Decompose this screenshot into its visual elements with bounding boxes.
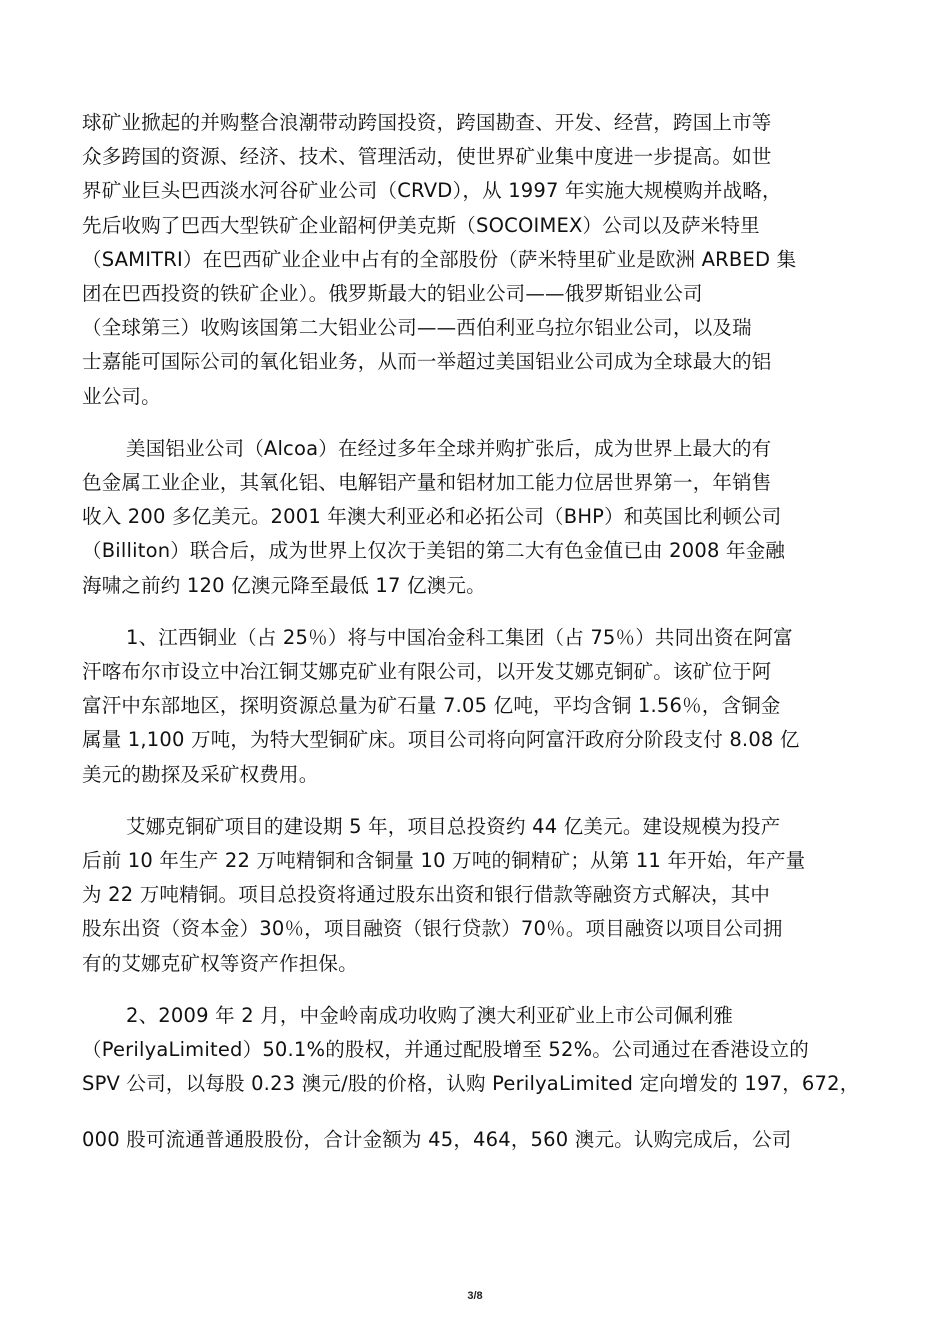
text-line: 业公司。 [82,384,161,408]
paragraph-alcoa [82,432,872,603]
text-line: 为 22 万吨精铜。项目总投资将通过股东出资和银行借款等融资方式解决，其中 [82,883,771,907]
text-line: 股东出资（资本金）30％，项目融资（银行贷款）70％。项目融资以项目公司拥 [82,917,783,941]
text-line: 众多跨国的资源、经济、技术、管理活动，使世界矿业集中度进一步提高。如世 [82,145,772,169]
text-line: 艾娜克铜矿项目的建设期 5 年，项目总投资约 44 亿美元。建设规模为投产 [126,814,781,838]
text-line: 汗喀布尔市设立中冶江铜艾娜克矿业有限公司，以开发艾娜克铜矿。该矿位于阿 [82,660,772,684]
text-line: 海啸之前约 120 亿澳元降至最低 17 亿澳元。 [82,573,486,597]
text-line: （SAMITRI）在巴西矿业企业中占有的全部股份（萨米特里矿业是欧洲 ARBED 集 [82,247,797,271]
document-body [82,106,872,1158]
text-line: （Billiton）联合后，成为世界上仅次于美铝的第二大有色金值已由 2008 年金融 [82,539,786,563]
page-number: 3/8 [467,1290,483,1302]
text-line: 美国铝业公司（Alcoa）在经过多年全球并购扩张后，成为世界上最大的有 [126,436,772,460]
text-line: 1、江西铜业（占 25％）将与中国冶金科工集团（占 75％）共同出资在阿富 [126,625,793,649]
text-line: 先后收购了巴西大型铁矿企业韶柯伊美克斯（SOCOIMEX）公司以及萨米特里 [82,213,760,237]
text-line: （全球第三）收购该国第二大铝业公司——西伯利亚乌拉尔铝业公司，以及瑞 [82,316,752,340]
text-line: 富汗中东部地区，探明资源总量为矿石量 7.05 亿吨，平均含铜 1.56％，含铜金 [82,694,781,718]
text-line: 属量 1,100 万吨，为特大型铜矿床。项目公司将向阿富汗政府分阶段支付 8.08 亿 [82,728,800,752]
paragraph-jiangxi-copper [82,621,872,792]
paragraph-perilya-acquisition [82,999,872,1158]
text-line: 后前 10 年生产 22 万吨精铜和含铜量 10 万吨的铜精矿；从第 11 年开始，年产量 [82,849,806,873]
line-gap [82,1101,872,1123]
text-line: SPV 公司，以每股 0.23 澳元/股的价格，认购 PerilyaLimited 定向增发的 197，672， [82,1072,860,1096]
text-line: 界矿业巨头巴西淡水河谷矿业公司（CRVD），从 1997 年实施大规模购并战略， [82,179,782,203]
text-line: 2、2009 年 2 月，中金岭南成功收购了澳大利亚矿业上市公司佩利雅 [126,1003,734,1027]
text-line: 美元的勘探及采矿权费用。 [82,762,319,786]
text-line: 收入 200 多亿美元。2001 年澳大利亚必和必拓公司（BHP）和英国比利顿公司 [82,505,782,529]
text-line: 000 股可流通普通股股份，合计金额为 45，464，560 澳元。认购完成后，公司 [82,1128,792,1152]
text-line: 有的艾娜克矿权等资产作担保。 [82,951,358,975]
text-line: 士嘉能可国际公司的氧化铝业务，从而一举超过美国铝业公司成为全球最大的铝 [82,350,772,374]
text-line: 球矿业掀起的并购整合浪潮带动跨国投资，跨国勘查、开发、经营，跨国上市等 [82,111,772,134]
text-line: 团在巴西投资的铁矿企业）。俄罗斯最大的铝业公司——俄罗斯铝业公司 [82,282,703,306]
paragraph-global-mining-mergers [82,106,872,414]
text-line: 色金属工业企业，其氧化铝、电解铝产量和铝材加工能力位居世界第一，年销售 [82,471,772,495]
text-line: （PerilyaLimited）50.1%的股权，并通过配股增至 52%。公司通过在香港设立的 [82,1038,810,1062]
paragraph-aynak-project [82,810,872,981]
